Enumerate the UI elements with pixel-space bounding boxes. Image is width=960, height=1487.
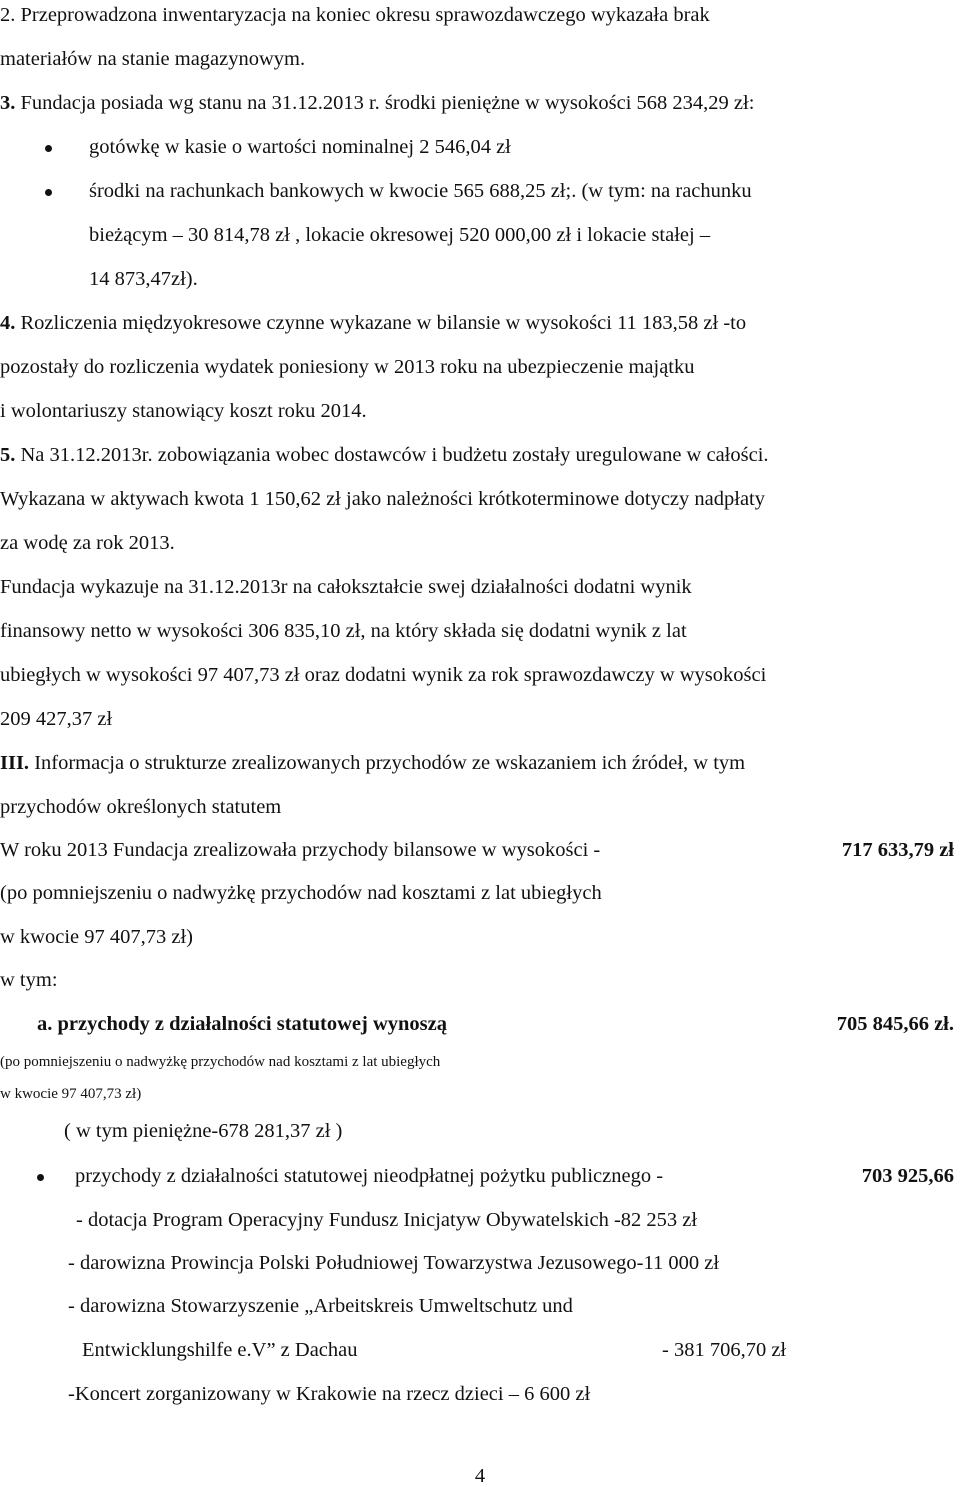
revenue-label: W roku 2013 Fundacja zrealizowała przychody bilansowe w wysokości -	[0, 839, 601, 861]
result-line-1: Fundacja wykazuje na 31.12.2013r na całokształcie swej działalności dodatni wynik	[0, 576, 692, 598]
concert-item: -Koncert zorganizowany w Krakowie na rzecz dzieci – 6 600 zł	[68, 1383, 591, 1405]
paragraph-5-line-1	[0, 442, 769, 468]
page-number: 4	[474, 1465, 486, 1487]
free-activity-amount	[862, 1163, 954, 1189]
free-activity-label: przychody z działalności statutowej nieodpłatnej pożytku publicznego -	[75, 1165, 664, 1187]
revenue-amount-value: 717 633,79 zł	[841, 839, 954, 861]
paragraph-4-line-3: i wolontariuszy stanowiący koszt roku 2014.	[0, 400, 367, 422]
paragraph-2-line-2: materiałów na stanie magazynowym.	[0, 48, 306, 70]
paragraph-2-line-1: 2. Przeprowadzona inwentaryzacja na koniec okresu sprawozdawczego wykazała brak	[0, 4, 710, 26]
paragraph-5-number: 5.	[0, 444, 16, 466]
cash-bullet: gotówkę w kasie o wartości nominalnej 2 546,04 zł	[89, 136, 511, 158]
paragraph-3-intro	[0, 90, 754, 116]
revenue-note-2: w kwocie 97 407,73 zł)	[0, 926, 193, 948]
donation-association-item: - darowizna Stowarzyszenie „Arbeitskreis Umweltschutz und	[68, 1295, 573, 1317]
bank-bullet-line-2: bieżącym – 30 814,78 zł , lokacie okresowej 520 000,00 zł i lokacie stałej –	[89, 224, 711, 246]
statutory-note-2: w kwocie 97 407,73 zł)	[0, 1086, 142, 1102]
statutory-amount	[837, 1011, 954, 1037]
bullet-icon	[45, 189, 52, 196]
bank-bullet-line-3: 14 873,47zł).	[89, 268, 198, 290]
donation-province-item: - darowizna Prowincja Polski Południowej Towarzystwa Jezusowego-11 000 zł	[68, 1252, 720, 1274]
grant-item: - dotacja Program Operacyjny Fundusz Inicjatyw Obywatelskich -82 253 zł	[76, 1209, 698, 1231]
statutory-label-text: a. przychody z działalności statutowej wynoszą	[37, 1013, 447, 1035]
paragraph-3-intro-text: Fundacja posiada wg stanu na 31.12.2013 r. środki pieniężne w wysokości 568 234,29 zł:	[20, 92, 755, 114]
dachau-label: Entwicklungshilfe e.V” z Dachau	[82, 1339, 358, 1361]
section-3-number: III.	[0, 752, 30, 774]
section-3-line-2: przychodów określonych statutem	[0, 796, 282, 818]
revenue-wtym: w tym:	[0, 969, 58, 991]
paragraph-4-line-2: pozostały do rozliczenia wydatek poniesiony w 2013 roku na ubezpieczenie majątku	[0, 356, 695, 378]
paragraph-4-number: 4.	[0, 312, 16, 334]
revenue-amount	[842, 837, 954, 863]
paragraph-3-number: 3.	[0, 92, 16, 114]
paragraph-5-line-2: Wykazana w aktywach kwota 1 150,62 zł jako należności krótkoterminowe dotyczy nadpłaty	[0, 488, 765, 510]
dachau-amount: - 381 706,70 zł	[662, 1339, 787, 1361]
statutory-label	[37, 1011, 447, 1037]
statutory-note-1: (po pomniejszeniu o nadwyżkę przychodów nad kosztami z lat ubiegłych	[0, 1054, 441, 1070]
paragraph-4-text: Rozliczenia międzyokresowe czynne wykazane w bilansie w wysokości 11 183,58 zł -to	[20, 312, 747, 334]
bullet-icon	[45, 145, 52, 152]
statutory-cash: ( w tym pieniężne-678 281,37 zł )	[64, 1120, 343, 1142]
result-line-2: finansowy netto w wysokości 306 835,10 zł, na który składa się dodatni wynik z lat	[0, 620, 687, 642]
section-3-text: Informacja o strukturze zrealizowanych przychodów ze wskazaniem ich źródeł, w tym	[34, 752, 746, 774]
statutory-amount-value: 705 845,66 zł.	[836, 1013, 954, 1035]
bullet-icon	[37, 1174, 44, 1181]
bank-bullet-line-1: środki na rachunkach bankowych w kwocie 565 688,25 zł;. (w tym: na rachunku	[89, 180, 752, 202]
section-3-heading	[0, 750, 745, 776]
paragraph-5-line-3: za wodę za rok 2013.	[0, 532, 175, 554]
result-line-4: 209 427,37 zł	[0, 708, 113, 730]
revenue-note-1: (po pomniejszeniu o nadwyżkę przychodów nad kosztami z lat ubiegłych	[0, 882, 602, 904]
paragraph-4-line-1	[0, 310, 746, 336]
free-activity-amount-value: 703 925,66	[861, 1165, 954, 1187]
paragraph-5-text: Na 31.12.2013r. zobowiązania wobec dostawców i budżetu zostały uregulowane w całości.	[20, 444, 769, 466]
result-line-3: ubiegłych w wysokości 97 407,73 zł oraz dodatni wynik za rok sprawozdawczy w wysokości	[0, 664, 767, 686]
